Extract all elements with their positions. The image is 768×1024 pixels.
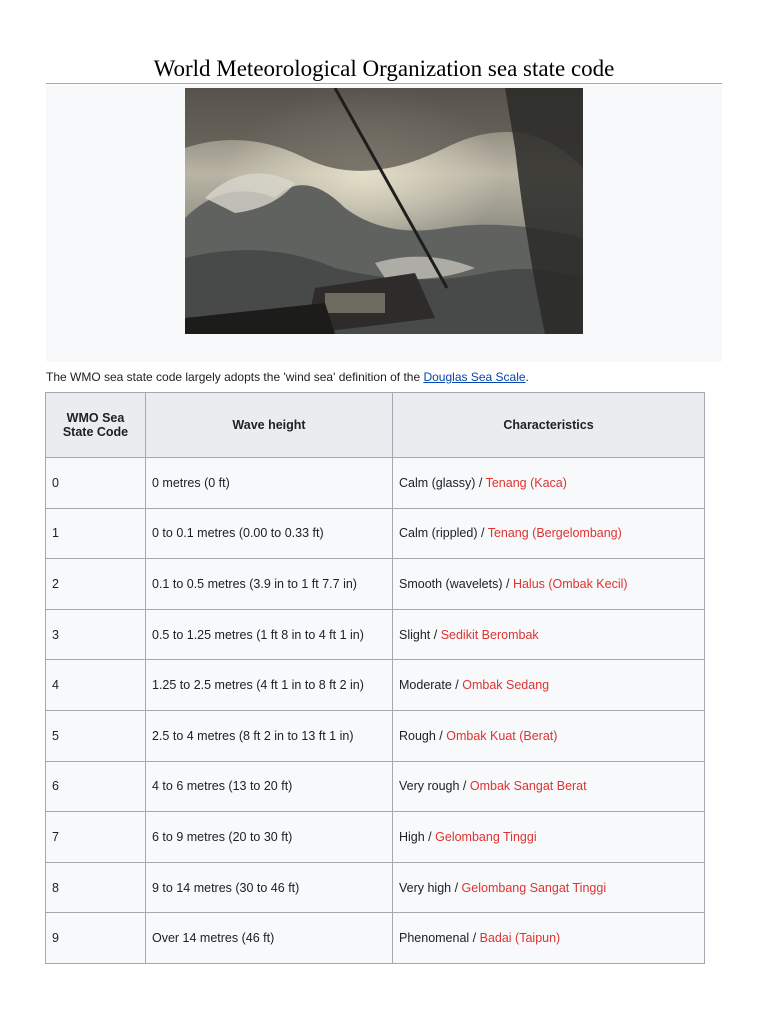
intro-end: . bbox=[525, 370, 529, 384]
local-term-link[interactable]: Ombak Sangat Berat bbox=[469, 779, 587, 794]
local-term-link[interactable]: Gelombang Sangat Tinggi bbox=[461, 880, 607, 895]
characteristic-text: Smooth (wavelets) / bbox=[399, 576, 513, 591]
code-cell: 7 bbox=[46, 812, 146, 863]
code-cell: 5 bbox=[46, 710, 146, 761]
intro-text: The WMO sea state code largely adopts the 'wind sea' definition of the bbox=[46, 370, 424, 384]
code-cell: 6 bbox=[46, 761, 146, 812]
characteristics-cell bbox=[393, 913, 705, 964]
height-cell: Over 14 metres (46 ft) bbox=[146, 913, 393, 964]
table-row bbox=[46, 508, 705, 559]
local-term-link[interactable]: Sedikit Berombak bbox=[440, 627, 539, 642]
code-cell: 1 bbox=[46, 508, 146, 559]
characteristic-text: Slight / bbox=[399, 627, 441, 642]
characteristic-text: Rough / bbox=[399, 728, 447, 743]
page-title: World Meteorological Organization sea state code bbox=[153, 56, 615, 81]
table-row bbox=[46, 710, 705, 761]
characteristic-text: Moderate / bbox=[399, 678, 463, 693]
table-row bbox=[46, 660, 705, 711]
height-cell: 4 to 6 metres (13 to 20 ft) bbox=[146, 761, 393, 812]
local-term-link[interactable]: Ombak Kuat (Berat) bbox=[446, 728, 558, 743]
header-code[interactable]: WMO Sea State Code bbox=[46, 393, 146, 458]
characteristic-text: Very rough / bbox=[399, 779, 470, 794]
characteristics-cell bbox=[393, 508, 705, 559]
characteristics-cell bbox=[393, 761, 705, 812]
local-term-link[interactable]: Halus (Ombak Kecil) bbox=[512, 576, 628, 591]
height-cell: 2.5 to 4 metres (8 ft 2 in to 13 ft 1 in) bbox=[146, 710, 393, 761]
code-cell: 0 bbox=[46, 458, 146, 509]
stormy-sea-image bbox=[185, 88, 583, 334]
characteristics-cell bbox=[393, 710, 705, 761]
local-term-link[interactable]: Badai (Taipun) bbox=[479, 931, 561, 946]
sea-state-table bbox=[45, 392, 705, 964]
header-characteristics[interactable]: Characteristics bbox=[393, 393, 705, 458]
characteristic-text: Calm (glassy) / bbox=[399, 475, 486, 490]
height-cell: 0 to 0.1 metres (0.00 to 0.33 ft) bbox=[146, 508, 393, 559]
code-cell: 9 bbox=[46, 913, 146, 964]
code-cell: 2 bbox=[46, 559, 146, 610]
height-cell: 1.25 to 2.5 metres (4 ft 1 in to 8 ft 2 in) bbox=[146, 660, 393, 711]
code-cell: 4 bbox=[46, 660, 146, 711]
table-header-row bbox=[46, 393, 705, 458]
local-term-link[interactable]: Tenang (Kaca) bbox=[485, 475, 567, 490]
characteristic-text: Calm (rippled) / bbox=[399, 526, 488, 541]
code-cell: 8 bbox=[46, 862, 146, 913]
image-frame bbox=[46, 86, 722, 362]
intro-paragraph bbox=[46, 370, 529, 384]
table-row bbox=[46, 761, 705, 812]
sea-photo[interactable] bbox=[185, 88, 583, 334]
characteristics-cell bbox=[393, 609, 705, 660]
table-row bbox=[46, 812, 705, 863]
characteristic-text: High / bbox=[399, 829, 436, 844]
characteristics-cell bbox=[393, 862, 705, 913]
characteristics-cell bbox=[393, 559, 705, 610]
characteristic-text: Phenomenal / bbox=[399, 931, 480, 946]
characteristics-cell bbox=[393, 812, 705, 863]
header-wave-height[interactable]: Wave height bbox=[146, 393, 393, 458]
characteristics-cell bbox=[393, 458, 705, 509]
height-cell: 0.5 to 1.25 metres (1 ft 8 in to 4 ft 1 in) bbox=[146, 609, 393, 660]
local-term-link[interactable]: Tenang (Bergelombang) bbox=[487, 526, 622, 541]
table-row bbox=[46, 913, 705, 964]
local-term-link[interactable]: Ombak Sedang bbox=[462, 678, 550, 693]
height-cell: 6 to 9 metres (20 to 30 ft) bbox=[146, 812, 393, 863]
table-row bbox=[46, 559, 705, 610]
table-row bbox=[46, 862, 705, 913]
height-cell: 0.1 to 0.5 metres (3.9 in to 1 ft 7.7 in) bbox=[146, 559, 393, 610]
code-cell: 3 bbox=[46, 609, 146, 660]
table-row bbox=[46, 609, 705, 660]
douglas-sea-scale-link[interactable]: Douglas Sea Scale bbox=[423, 370, 526, 384]
local-term-link[interactable]: Gelombang Tinggi bbox=[435, 829, 537, 844]
characteristic-text: Very high / bbox=[399, 880, 462, 895]
title-divider bbox=[46, 83, 722, 84]
height-cell: 9 to 14 metres (30 to 46 ft) bbox=[146, 862, 393, 913]
height-cell: 0 metres (0 ft) bbox=[146, 458, 393, 509]
table-row bbox=[46, 458, 705, 509]
characteristics-cell bbox=[393, 660, 705, 711]
